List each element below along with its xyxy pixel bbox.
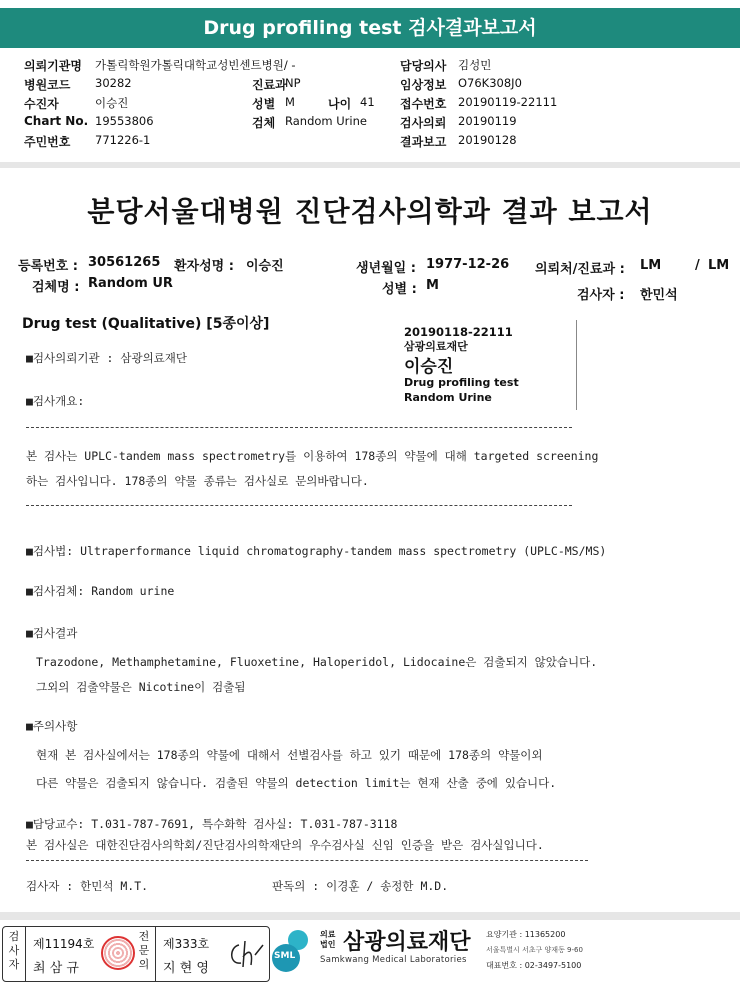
caution-heading: ■주의사항	[26, 719, 78, 733]
sml-logo-icon	[270, 928, 310, 974]
report-banner: Drug profiling test 검사결과보고서	[0, 8, 740, 48]
header-v4-row-0: 김성민	[458, 58, 492, 72]
signature-box	[2, 926, 270, 982]
dept-label: 의뢰처/진료과 :	[535, 262, 625, 277]
examiner-column-label: 검사자	[8, 930, 20, 971]
caution-line-2: 다른 약물은 검출되지 않습니다. 검출된 약물의 detection limit는 현재 산출 중에 있습니다.	[36, 776, 557, 790]
header-l1-row-2: 수진자	[24, 97, 59, 111]
overview-heading: ■검사개요:	[26, 394, 85, 408]
result-line-1: Trazodone, Methamphetamine, Fluoxetine, Haloperidol, Lidocaine은 검출되지 않았습니다.	[36, 655, 598, 669]
sticker-org: 삼광의료재단	[404, 340, 468, 353]
section-divider	[0, 162, 740, 168]
contact-line: ■담당교수: T.031-787-7691, 특수화학 검사실: T.031-787-3118	[26, 817, 398, 831]
org-phone: 대표번호 : 02-3497-5100	[486, 961, 582, 970]
header-l1-row-3: Chart No.	[24, 114, 89, 128]
specimen-line: ■검사검체: Random urine	[26, 584, 175, 598]
test-title: Drug test (Qualitative) [5종이상]	[22, 316, 270, 332]
result-line-2: 그외의 검출약물은 Nicotine이 검출됨	[36, 680, 246, 694]
header-v1-row-1: 30282	[95, 76, 132, 90]
institution-line: ■검사의뢰기관 : 삼광의료재단	[26, 351, 188, 365]
header-v1-row-3: 19553806	[95, 114, 154, 128]
header-l4-row-2: 접수번호	[400, 97, 447, 111]
dashed-rule	[26, 427, 572, 428]
report-title: 분당서울대병원 진단검사의학과 결과 보고서	[87, 195, 653, 228]
result-heading: ■검사결과	[26, 626, 78, 640]
header-v1-row-4: 771226-1	[95, 133, 151, 147]
dob-label: 생년월일 :	[356, 261, 416, 276]
sticker-specimen: Random Urine	[404, 391, 492, 404]
specimen-value: Random UR	[88, 276, 173, 291]
sml-badge: SML	[274, 951, 296, 961]
header-l4-row-4: 결과보고	[400, 135, 447, 149]
signer-reader: 판독의 : 이경훈 / 송정한 M.D.	[272, 879, 449, 893]
header-l2-row-1: 진료과	[252, 78, 287, 92]
overview-line-2: 하는 검사입니다. 178종의 약물 종류는 검사실로 문의바랍니다.	[26, 474, 369, 488]
method-line: ■검사법: Ultraperformance liquid chromatography-tandem mass spectrometry (UPLC-MS/MS)	[26, 544, 607, 558]
org-name: 삼광의료재단	[343, 930, 471, 955]
doctor-column-label: 전문의	[138, 930, 150, 971]
header-v2-row-2: M	[285, 95, 295, 109]
institution-code: 요양기관 : 11365200	[486, 930, 566, 939]
dashed-rule	[26, 505, 572, 506]
header-l4-row-0: 담당의사	[400, 59, 447, 73]
header-v4-row-4: 20190128	[458, 133, 517, 147]
sex-value: M	[426, 278, 439, 293]
header-v2-row-3: Random Urine	[285, 114, 367, 128]
patient-name-value: 이승진	[246, 259, 284, 274]
header-l1-row-4: 주민번호	[24, 135, 71, 149]
license-number-1: 제11194호	[33, 937, 95, 951]
header-v3-row-2: 41	[360, 95, 375, 109]
header-l3-row-2: 나이	[328, 97, 352, 111]
header-l4-row-3: 검사의뢰	[400, 116, 447, 130]
header-v4-row-3: 20190119	[458, 114, 517, 128]
license-number-2: 제333호	[163, 937, 210, 951]
patient-name-label: 환자성명 :	[174, 259, 234, 274]
specimen-label: 검체명 :	[32, 280, 80, 295]
column-divider	[25, 927, 26, 981]
header-v1-row-0: 가톨릭학원가톨릭대학교성빈센트병원/ -	[95, 58, 296, 72]
sticker-number: 20190118-22111	[404, 325, 513, 339]
dept-value-2: LM	[708, 258, 730, 273]
org-english-name: Samkwang Medical Laboratories	[320, 955, 467, 965]
specimen-sticker	[398, 320, 577, 410]
org-address: 서울특별시 서초구 양재동 9-60	[486, 946, 583, 954]
dept-value-1: LM	[640, 258, 662, 273]
overview-line-1: 본 검사는 UPLC-tandem mass spectrometry를 이용하여 178종의 약물에 대해 targeted screening	[26, 449, 599, 463]
dept-separator: /	[695, 258, 700, 273]
header-v4-row-2: 20190119-22111	[458, 95, 558, 109]
signer-name-2: 지 현 영	[163, 961, 209, 976]
header-l4-row-1: 임상정보	[400, 78, 447, 92]
signature-icon	[225, 937, 265, 971]
dashed-rule	[26, 860, 588, 861]
examiner-value: 한민석	[640, 288, 678, 303]
examiner-label: 검사자 :	[577, 288, 625, 303]
column-divider	[155, 927, 156, 981]
caution-line-1: 현재 본 검사실에서는 178종의 약물에 대해서 선별검사를 하고 있기 때문에 178종의 약물이외	[36, 748, 543, 762]
reg-label: 등록번호 :	[18, 259, 78, 274]
dob-value: 1977-12-26	[426, 257, 510, 272]
sticker-test: Drug profiling test	[404, 376, 519, 389]
header-l2-row-2: 성별	[252, 97, 276, 111]
signer-examiner: 검사자 : 한민석 M.T.	[26, 879, 149, 893]
signer-name-1: 최 삼 규	[33, 961, 79, 976]
sex-label: 성별 :	[382, 282, 417, 297]
org-prefix: 의료 법인	[320, 930, 336, 949]
header-l2-row-3: 검체	[252, 116, 276, 130]
header-v4-row-1: O76K308J0	[458, 76, 522, 90]
section-divider	[0, 912, 740, 920]
certification-line: 본 검사실은 대한진단검사의학회/진단검사의학재단의 우수검사실 신임 인증을 받은 검사실입니다.	[26, 838, 544, 852]
sticker-name: 이승진	[404, 357, 454, 377]
reg-value: 30561265	[88, 255, 161, 270]
header-v1-row-2: 이승진	[95, 96, 129, 110]
seal-stamp-icon	[101, 936, 135, 970]
header-l1-row-0: 의뢰기관명	[24, 59, 82, 73]
header-l1-row-1: 병원코드	[24, 78, 71, 92]
header-v2-row-1: NP	[285, 76, 301, 90]
